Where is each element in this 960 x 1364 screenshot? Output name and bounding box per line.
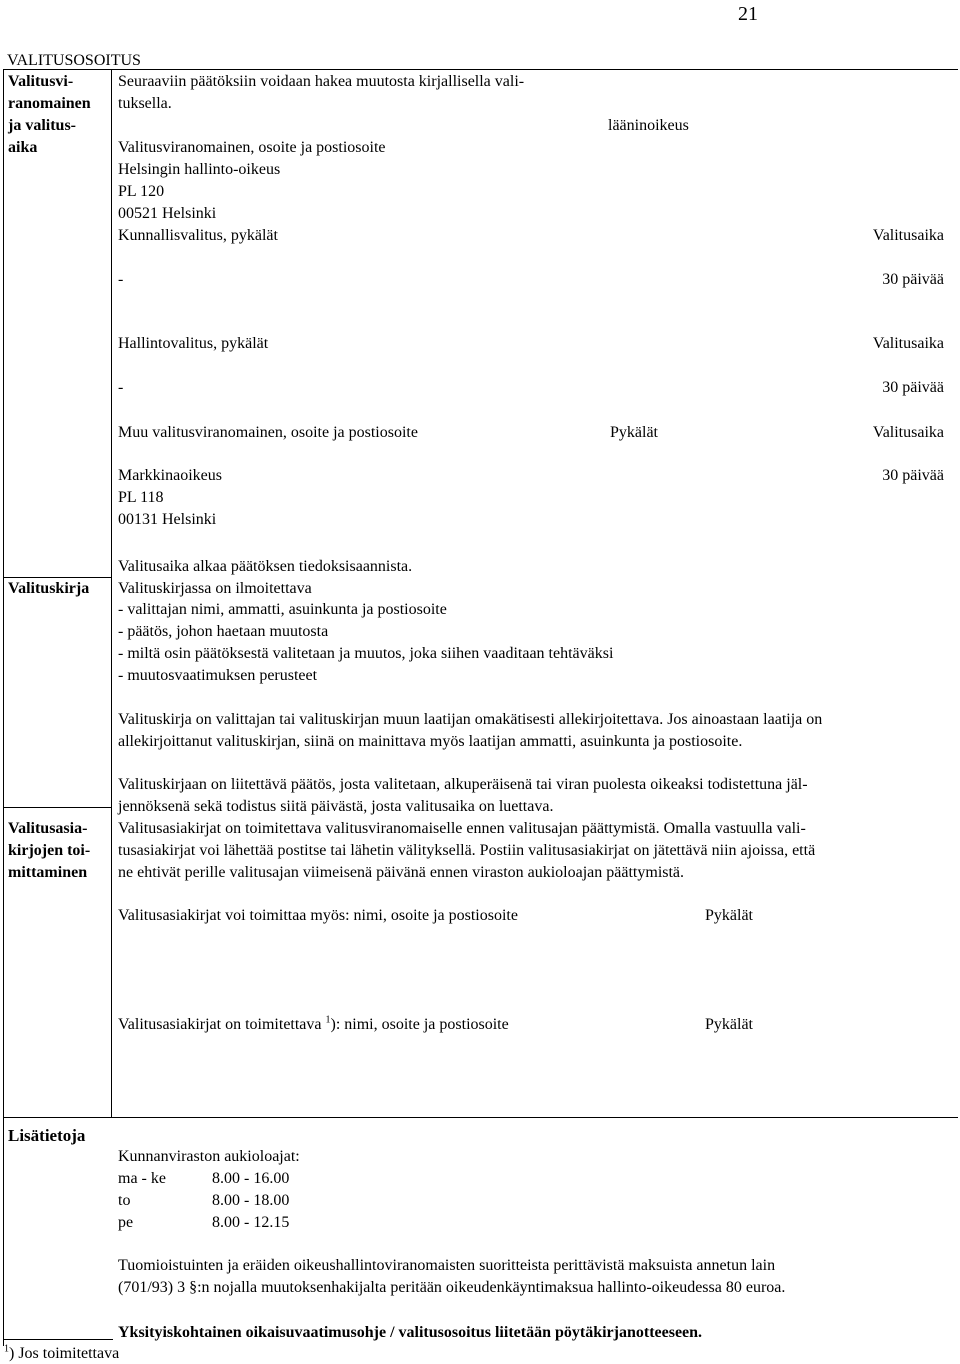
section-label-line: ranomainen (8, 95, 91, 112)
deadline-start-note: Valitusaika alkaa päätöksen tiedoksisaannista. (118, 558, 413, 575)
other-deadline-label: Valitusaika (872, 424, 944, 441)
signature-text-line: allekirjoittanut valituskirjan, siinä on mainittava myös laatijan ammatti, asuinkunta ja postiosoite. (118, 733, 743, 750)
document-title: VALITUSOSOITUS (7, 52, 141, 69)
admin-deadline-label: Valitusaika (872, 335, 944, 352)
opening-hours-time: 8.00 - 18.00 (212, 1192, 290, 1209)
footnote-rule (3, 1339, 113, 1340)
section-label: Lisätietoja (8, 1126, 86, 1145)
authority-line: 00521 Helsinki (118, 205, 217, 222)
opening-hours-days: to (118, 1192, 131, 1209)
attachment-text-line: jennöksenä sekä todistus siitä päivästä, josta valitusaika on luettava. (118, 798, 554, 815)
alternate-delivery-label: Valitusasiakirjat voi toimittaa myös: nimi, osoite ja postiosoite (118, 907, 518, 924)
row-divider-1 (3, 577, 112, 578)
authority-line: PL 120 (118, 183, 165, 200)
other-sections-label: Pykälät (610, 424, 658, 441)
table-left-border (3, 69, 4, 1346)
section-label-line: aika (8, 139, 38, 156)
section-label-line: ja valitus- (8, 117, 76, 134)
other-authority-line: 00131 Helsinki (118, 511, 217, 528)
list-item: - valittajan nimi, ammatti, asuinkunta ja postiosoite (118, 601, 447, 618)
municipal-days: 30 päivää (882, 271, 944, 288)
section-label-line: mittaminen (8, 864, 88, 881)
admin-days: 30 päivää (882, 379, 944, 396)
opening-hours-heading: Kunnanviraston aukioloajat: (118, 1148, 300, 1165)
opening-hours-days: ma - ke (118, 1170, 166, 1187)
required-delivery-label: Valitusasiakirjat on toimitettava $^1$): nimi, osoite ja postiosoite (118, 1014, 509, 1033)
municipal-appeal-label: Kunnallisvalitus, pykälät (118, 227, 278, 244)
row-divider-2 (3, 807, 112, 808)
authority-line: Helsingin hallinto-oikeus (118, 161, 281, 178)
admin-sections-value: - (118, 379, 124, 396)
appeal-letter-intro: Valituskirjassa on ilmoitettava (118, 580, 312, 597)
list-item: - päätös, johon haetaan muutosta (118, 623, 329, 640)
page-number: 21 (738, 3, 758, 25)
attachment-instruction: Yksityiskohtainen oikaisuvaatimusohje / valitusosoitus liitetään pöytäkirjanotteeseen. (118, 1324, 703, 1341)
fee-text-line: Tuomioistuinten ja eräiden oikeushallintoviranomaisten suoritteista perittävistä maksuista annetun lain (118, 1257, 776, 1274)
admin-appeal-label: Hallintovalitus, pykälät (118, 335, 269, 352)
required-delivery-sections-label: Pykälät (705, 1016, 753, 1033)
delivery-text-line: Valitusasiakirjat on toimitettava valitusviranomaiselle ennen valitusajan päättymistä. Omalla vastuulla vali- (118, 820, 806, 837)
row-divider-3 (3, 1117, 958, 1118)
footnote: $^1$) Jos toimitettava (4, 1343, 120, 1362)
table-top-border (3, 69, 958, 70)
opening-hours-time: 8.00 - 16.00 (212, 1170, 290, 1187)
delivery-text-line: tusasiakirjat voi lähettää postitse tai lähetin välityksellä. Postiin valitusasiakirjat on jätettävä niin ajoissa, että (118, 842, 816, 859)
section-label: Valituskirja (8, 580, 90, 597)
section-label-line: kirjojen toi- (8, 842, 91, 859)
intro-line: Seuraaviin päätöksiin voidaan hakea muutosta kirjallisella vali- (118, 73, 525, 90)
other-authority-heading: Muu valitusviranomainen, osoite ja postiosoite (118, 424, 418, 441)
laaninoikeus-label: lääninoikeus (608, 117, 689, 134)
municipal-sections-value: - (118, 271, 124, 288)
other-authority-line: PL 118 (118, 489, 164, 506)
intro-line: tuksella. (118, 95, 172, 112)
authority-heading: Valitusviranomainen, osoite ja postiosoite (118, 139, 386, 156)
other-authority-line: Markkinaoikeus (118, 467, 222, 484)
municipal-deadline-label: Valitusaika (872, 227, 944, 244)
attachment-text-line: Valituskirjaan on liitettävä päätös, josta valitetaan, alkuperäisenä tai viran puolesta oikeaksi todistettuna jäl- (118, 776, 808, 793)
fee-text-line: (701/93) 3 §:n nojalla muutoksenhakijalta peritään oikeudenkäyntimaksua hallinto-oikeudessa 80 euroa. (118, 1279, 786, 1296)
opening-hours-time: 8.00 - 12.15 (212, 1214, 290, 1231)
alternate-delivery-sections-label: Pykälät (705, 907, 753, 924)
section-label-line: Valitusasia- (8, 820, 88, 837)
opening-hours-days: pe (118, 1214, 134, 1231)
list-item: - muutosvaatimuksen perusteet (118, 667, 318, 684)
other-days: 30 päivää (882, 467, 944, 484)
column-divider (111, 69, 112, 1117)
section-label-line: Valitusvi- (8, 73, 74, 90)
list-item: - miltä osin päätöksestä valitetaan ja muutos, joka siihen vaaditaan tehtäväksi (118, 645, 614, 662)
signature-text-line: Valituskirja on valittajan tai valituskirjan muun laatijan omakätisesti allekirjoitettava. Jos ainoastaan laatija on (118, 711, 823, 728)
delivery-text-line: ne ehtivät perille valitusajan viimeisenä päivänä ennen viraston aukioloajan päättymistä. (118, 864, 685, 881)
